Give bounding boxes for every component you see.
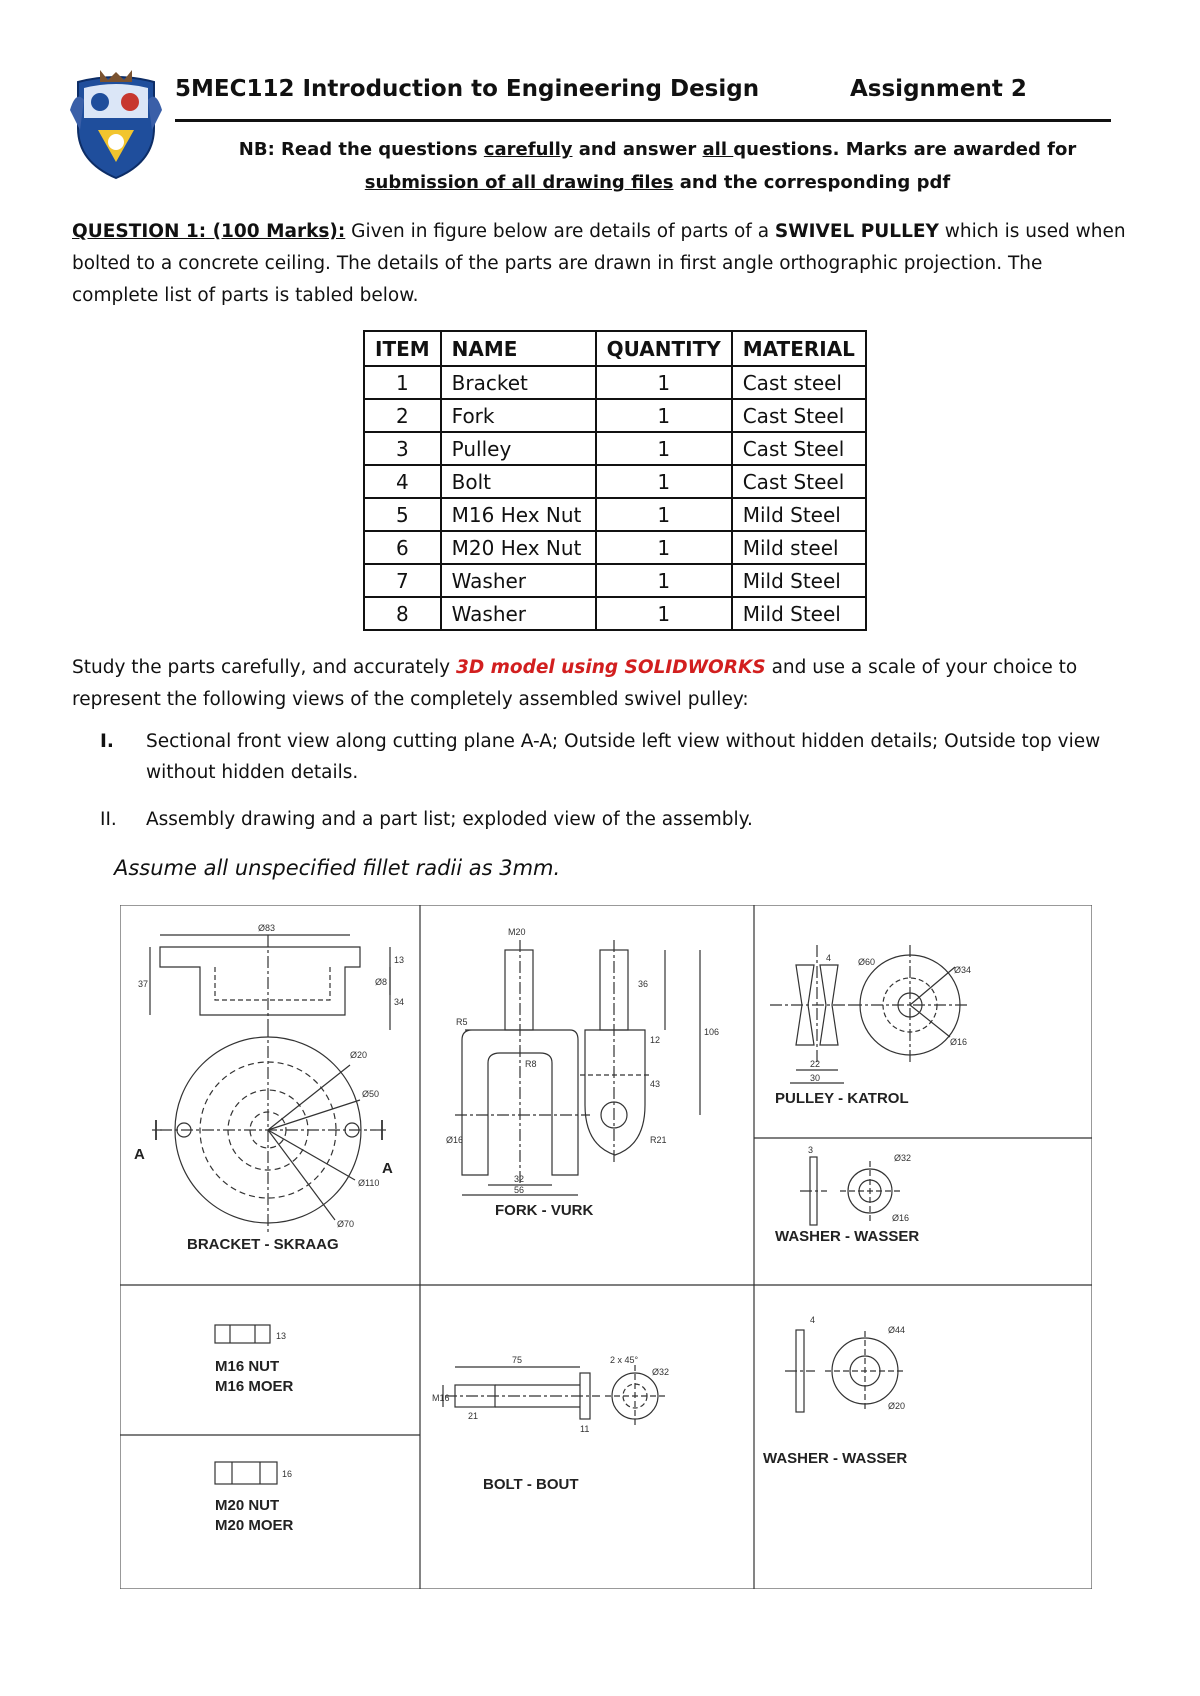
table-row <box>364 465 866 498</box>
dim-label: R21 <box>650 1135 667 1145</box>
cell-item: 2 <box>364 399 441 432</box>
washer-1-drawing <box>800 1157 900 1225</box>
dim-label: 34 <box>394 997 405 1007</box>
table-row <box>364 498 866 531</box>
swivel-pulley-term: SWIVEL PULLEY <box>774 221 939 242</box>
dim-label: 16 <box>282 1469 293 1479</box>
cell-material: Cast steel <box>732 366 866 399</box>
table-row <box>364 399 866 432</box>
nb-all: all <box>702 139 734 160</box>
fillet-assumption: Assume all unspecified fillet radii as 3mm. <box>114 856 561 880</box>
col-quantity: QUANTITY <box>596 331 732 366</box>
dim-label: Ø20 <box>350 1050 368 1060</box>
cell-item: 4 <box>364 465 441 498</box>
question-text: Given in figure below are details of parts of a <box>345 221 775 242</box>
table-header-row <box>364 331 866 366</box>
nb-instructions <box>180 133 1135 199</box>
parts-drawing-figure <box>120 905 1092 1589</box>
m20-nut-label: M20 NUT <box>215 1497 280 1514</box>
bolt-label: BOLT - BOUT <box>483 1476 579 1493</box>
cell-quantity: 1 <box>596 399 732 432</box>
dim-label: Ø20 <box>888 1401 906 1411</box>
dim-label: Ø16 <box>892 1213 910 1223</box>
cell-name: Washer <box>441 597 596 630</box>
cell-quantity: 1 <box>596 498 732 531</box>
university-crest <box>70 70 162 182</box>
cell-item: 6 <box>364 531 441 564</box>
cell-quantity: 1 <box>596 366 732 399</box>
m20-nut-drawing <box>215 1462 277 1484</box>
cell-item: 1 <box>364 366 441 399</box>
dim-label: R5 <box>456 1017 468 1027</box>
washer-1-label: WASHER - WASSER <box>775 1228 920 1245</box>
dim-label: 4 <box>810 1315 816 1325</box>
cell-material: Mild steel <box>732 531 866 564</box>
question-text: which is used when bolted to a concrete ceiling. The details of the parts are drawn in first angle orthographic projection. The complete list of parts is tabled below. <box>72 221 1126 306</box>
cell-item: 7 <box>364 564 441 597</box>
table-row <box>364 564 866 597</box>
nb-text: questions. Marks are awarded for <box>733 139 1077 160</box>
dim-label: 2 x 45° <box>610 1355 639 1365</box>
cell-name: M16 Hex Nut <box>441 498 596 531</box>
m16-nut-label: M16 NUT <box>215 1358 280 1375</box>
dim-label: Ø50 <box>362 1089 380 1099</box>
pulley-label: PULLEY - KATROL <box>775 1090 909 1107</box>
washer-2-label: WASHER - WASSER <box>763 1450 908 1467</box>
cell-quantity: 1 <box>596 564 732 597</box>
cell-material: Cast Steel <box>732 399 866 432</box>
nb-text: NB: Read the questions <box>238 139 484 160</box>
study-instructions <box>72 652 1132 716</box>
fork-drawing <box>455 940 700 1195</box>
cell-name: Pulley <box>441 432 596 465</box>
cell-material: Mild Steel <box>732 564 866 597</box>
dim-label: Ø32 <box>652 1367 670 1377</box>
table-row <box>364 597 866 630</box>
table-row <box>364 531 866 564</box>
task-text: Sectional front view along cutting plane A-A; Outside left view without hidden details; Outside top view without hidden details. <box>146 731 1101 783</box>
cell-quantity: 1 <box>596 531 732 564</box>
cell-material: Cast Steel <box>732 465 866 498</box>
table-row <box>364 432 866 465</box>
study-text: and use a scale of your choice to represent the following views of the completely assembled swivel pulley: <box>72 657 1078 710</box>
cell-item: 5 <box>364 498 441 531</box>
table-row <box>364 366 866 399</box>
dim-label: Ø70 <box>337 1219 355 1229</box>
dim-label: 30 <box>810 1073 821 1083</box>
dim-label: M20 <box>508 927 526 937</box>
parts-table <box>363 330 867 631</box>
dim-label: Ø16 <box>950 1037 968 1047</box>
nb-text: and answer <box>572 139 703 160</box>
task-number: II. <box>100 809 117 830</box>
task-number: I. <box>100 731 114 752</box>
dim-label: Ø110 <box>358 1178 380 1188</box>
section-mark-right: A <box>382 1160 393 1177</box>
solidworks-highlight: 3D model using SOLIDWORKS <box>455 657 766 678</box>
dim-label: Ø32 <box>894 1153 912 1163</box>
assignment-title: Assignment 2 <box>850 76 1027 102</box>
cell-name: Washer <box>441 564 596 597</box>
nb-submission: submission of all drawing files <box>364 172 674 193</box>
cell-material: Mild Steel <box>732 498 866 531</box>
cell-material: Cast Steel <box>732 432 866 465</box>
study-text: Study the parts carefully, and accurately <box>72 657 456 678</box>
dim-label: M16 <box>432 1393 450 1403</box>
course-title: 5MEC112 Introduction to Engineering Design <box>175 76 760 102</box>
question-1-heading: QUESTION 1: (100 Marks): <box>72 221 346 242</box>
dim-label: Ø83 <box>258 923 276 933</box>
cell-material: Mild Steel <box>732 597 866 630</box>
cell-item: 8 <box>364 597 441 630</box>
col-material: MATERIAL <box>732 331 866 366</box>
dim-label: 3 <box>808 1145 814 1155</box>
col-name: NAME <box>441 331 596 366</box>
cell-quantity: 1 <box>596 432 732 465</box>
cell-name: Bracket <box>441 366 596 399</box>
washer-2-drawing <box>785 1330 905 1412</box>
bracket-drawing <box>150 935 390 1235</box>
dim-label: 36 <box>638 979 649 989</box>
col-item: ITEM <box>364 331 441 366</box>
dim-label: Ø34 <box>954 965 972 975</box>
dim-label: 37 <box>138 979 149 989</box>
question-1-intro <box>72 216 1132 312</box>
dim-label: Ø8 <box>375 977 388 987</box>
dim-label: 75 <box>512 1355 523 1365</box>
dim-label: 22 <box>810 1059 821 1069</box>
dim-label: 21 <box>468 1411 479 1421</box>
task-text: Assembly drawing and a part list; exploded view of the assembly. <box>146 809 753 830</box>
dim-label: 13 <box>276 1331 287 1341</box>
m20-moer-label: M20 MOER <box>215 1517 294 1534</box>
dim-label: 11 <box>580 1424 590 1434</box>
nb-carefully: carefully <box>483 139 573 160</box>
header-rule <box>175 119 1111 122</box>
dim-label: 56 <box>514 1185 525 1195</box>
dim-label: 4 <box>826 953 832 963</box>
dim-label: Ø16 <box>446 1135 464 1145</box>
dim-label: 12 <box>650 1035 661 1045</box>
cell-item: 3 <box>364 432 441 465</box>
dim-label: 43 <box>650 1079 661 1089</box>
cell-name: M20 Hex Nut <box>441 531 596 564</box>
dim-label: 32 <box>514 1174 525 1184</box>
dim-label: Ø60 <box>858 957 876 967</box>
dim-label: 13 <box>394 955 405 965</box>
fork-label: FORK - VURK <box>495 1202 594 1219</box>
cell-name: Fork <box>441 399 596 432</box>
cell-quantity: 1 <box>596 465 732 498</box>
section-mark-left: A <box>134 1146 145 1163</box>
cell-quantity: 1 <box>596 597 732 630</box>
dim-label: Ø44 <box>888 1325 906 1335</box>
dim-label: R8 <box>525 1059 537 1069</box>
bracket-label: BRACKET - SKRAAG <box>187 1236 339 1253</box>
m16-nut-drawing <box>215 1325 270 1343</box>
nb-text: and the corresponding pdf <box>673 172 951 193</box>
cell-name: Bolt <box>441 465 596 498</box>
dim-label: 106 <box>704 1027 720 1037</box>
m16-moer-label: M16 MOER <box>215 1378 294 1395</box>
